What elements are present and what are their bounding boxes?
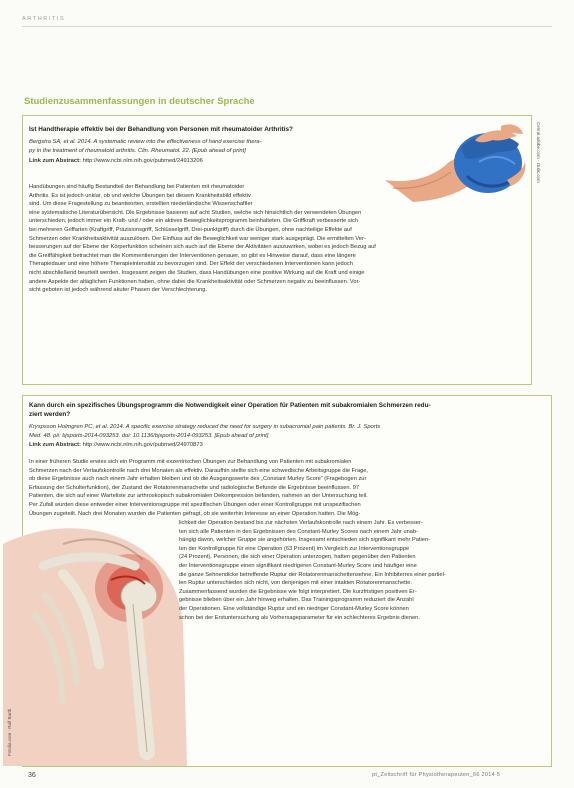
body-line: ten der Kontrollgruppe für eine Operation (63 Prozent) im Vergleich zur Interventionsgruppe (179, 545, 410, 552)
section-label: ARTHRITIS (22, 16, 66, 22)
page-number: 36 (28, 772, 36, 779)
body-line: In einer früheren Studie erwies sich ein Programm mit exzentrischen Übungen zur Behandlung von Patienten mit subakromialen (29, 459, 352, 465)
abstract-link-label: Link zum Abstract: (29, 442, 81, 448)
body-line: Schmerzen oder Krankheitsaktivität auszulösen. Der Einfluss auf die Beweglichkeit war weniger stark ausgeprägt. Die ermittelten Ver- (29, 235, 366, 242)
body-line: sind. Um diese Fragestellung zu beantworten, erstellten niederländische Wissenschaftler (29, 201, 253, 208)
body-line: unterschieden, jedoch immer ein Kraft- und / oder ein aktives Beweglichkeitsprogramm beinhalteten. Die Griffkraft verbesserte sich (29, 218, 358, 225)
photo-credit-shoulder: Fotolia.com · Ralf Barth (7, 708, 12, 756)
abstract-link-label: Link zum Abstract: (29, 158, 81, 164)
reference-line-1: Kryspsson Holmgren PC, et al. 2014. A specific exercise strategy reduced the need for surgery in subacromial pain patients. Br. J. Sports (29, 424, 381, 430)
body-line: lichkeit der Operation bestand bis zur nächsten Verlaufskontrolle nach einem Jahr. Es verbesser- (179, 520, 423, 526)
photo-credit-hand: Cenral.adobe.com - Oulis.com (536, 122, 541, 183)
body-line: len Ruptur unterschieden sich nicht, von denjenigen mit einer intakten Rotatorenmanschette. (179, 580, 413, 587)
abstract-link-row (29, 157, 389, 166)
body-line: sicht geboten ist jedoch während akuter Phasen der Verschlechterung. (29, 287, 208, 294)
article-box-shoulder-exercise (7, 395, 552, 767)
body-line: Arthritis. Es ist jedoch unklar, ob und welche Übungen bei diesem Krankheitsbild effektiv (29, 192, 251, 199)
body-line: besserungen auf der Ebene der Körperfunktion scheinen sich auch auf die Ebene der Aktivitäten auszuwirken, wobei es jedoch Bezug auf (29, 244, 376, 251)
article-title-line-2: ziert werden? (29, 411, 71, 418)
abstract-link[interactable]: http://www.ncbi.nlm.nih.gov/pubmed/24913206 (82, 158, 203, 164)
body-line: Zusammenfassend wurden die Ergebnisse wie folgt interpretiert. Die kurzfristigen positiven Er- (179, 588, 417, 595)
body-line: nicht abschließend beurteilt werden. Insgesamt zeigen die Studien, dass Handübungen eine positive Wirkung auf die Kraft und einige (29, 269, 365, 276)
top-divider (22, 26, 552, 27)
body-line: der Interventionsgruppe einen signifikant niedrigeren Constant-Murley Score und häufiger eine (179, 562, 417, 569)
body-line: Patienten, die sich auf einer Warteliste zur arthroskopisch subakromialen Dekompression befanden, nahmen an der Untersuchung teil. (29, 493, 368, 500)
article-body-wrapped (179, 519, 543, 622)
body-line: eine systematische Literaturübersicht. Die Ergebnisse basieren auf acht Studien, welche sich hinsichtlich der verwendeten Übungen (29, 209, 362, 216)
journal-footer: pt_Zeitschrift für Physiotherapeuten_66 2014 5 (372, 772, 501, 778)
body-line: die ganze Sehnendicke betreffende Ruptur der Rotatorenmanschettensehne. Ein Inhibiterres einer partiel- (179, 571, 446, 578)
article-title: Ist Handtherapie effektiv bei der Behandlung von Personen mit rheumatoider Arthritis? (29, 126, 293, 133)
page-heading: Studienzusammenfassungen in deutscher Sprache (24, 96, 255, 107)
body-line: Erfassung der Schulterfunktion), der Zustand der Rotatorenmanschette und radiologische Befunde die Ergebnisse beeinflussen. 97 (29, 484, 360, 491)
abstract-link-row (29, 441, 541, 450)
body-line: (24 Prozent). Personen, die sich einer Operation unterzogen, hatten gegenüber den Patienten (179, 554, 416, 561)
abstract-link[interactable]: http://www.ncbi.nlm.nih.gov/pubmed/24970873 (82, 442, 203, 448)
body-line: ten sich alle Patienten in den Ergebnissen des Constant-Murley Scores nach einem Jahr unab- (179, 528, 419, 535)
article-box-hand-therapy (22, 115, 541, 385)
reference-line-1: Bergstra SA, et al. 2014. A systematic review into the effectiveness of hand exercise thera- (29, 139, 262, 145)
body-line: die Greiffähigkeit betrachtet man die Kommentierungen der Interventionen genauer, so gibt es Hinweise darauf, dass eine längere (29, 252, 356, 259)
body-line: der Operationen. Eine vollständige Ruptur und ein niedriger Constant-Murley Score können (179, 605, 409, 612)
body-line: bei mehreren Griffarten (Kraftgriff, Präzisionsgriff, Schlüsselgriff, Drei-punktgriff) durch die Übungen, ohne nachteilige Effekte auf (29, 226, 352, 233)
body-line: andere Aspekte der altäglichen Funktionen haben, ohne dabei die Krankheitsaktivität oder Schmerzen negativ zu beeinflussen. Vor- (29, 278, 361, 285)
body-line: Schmerzen nach der Verlaufskontrolle nach drei Monaten als effektiv. Daraufhin stellte sich eine schwedische Arbeitsgruppe die Frage, (29, 467, 369, 474)
body-line: Per Zufall wurden diese entweder einer Interventionsgruppe mit spezifischen Übungen oder einer Kontrollgruppe mit unspezifischen (29, 501, 361, 508)
reference-line-2: py in the treatment of rheumatoid arthritis. Clin. Rheumatol. 22. [Epub ahead of print] (29, 148, 246, 154)
body-line: Handübungen sind häufig Bestandteil der Behandlung bei Patienten mit rheumatoider (29, 184, 245, 190)
body-line: schon bei der Erstuntersuchung als Vorhersageparameter für ein schlechteres Ergebnis dienen. (179, 614, 420, 621)
article-title-line-1: Kann durch ein spezifisches Übungsprogramm die Notwendigkeit einer Operation für Patienten mit subakromialen Schmerzen redu- (29, 402, 431, 409)
article-body (29, 183, 523, 295)
body-line: gebnisse blieben über ein Jahr hinweg erhalten. Das Trainingsprogramm reduziert die Anzahl (179, 597, 414, 604)
reference-line-2: Med. 48. pii: bjsports-2014-093253. doi: 10.1136/bjsports-2014-093253. [Epub ahead of print] (29, 433, 269, 439)
body-line: Therapiedauer und eine höhere Therapieintensität zu bevorzugen sind. Der Effekt der verschiedenen Interventionen kann jedoch (29, 261, 353, 268)
body-line: hängig davon, welcher Gruppe sie angehörten. Insgesamt entschieden sich signifikant mehr Patien- (179, 537, 431, 544)
body-line: ob diese Ergebnisse auch nach einem Jahr erhalten bleiben und ob die Ausgangswerte des „Constant Murley Score“ (Fragebogen zur (29, 476, 367, 483)
body-line: Übungen zugeteilt. Nach drei Monaten wurden die Patienten gefragt, ob sie weiterhin Interesse an einer Operation hatten. Die Mög- (29, 510, 361, 517)
